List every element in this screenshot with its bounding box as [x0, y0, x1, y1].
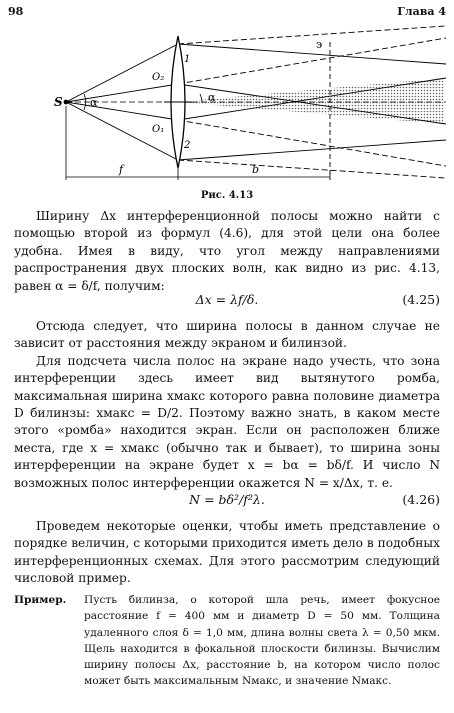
paragraph-2: Отсюда следует, что ширина полосы в данном случае не зависит от расстояния между экраном и билинзой.	[14, 319, 440, 351]
figure-bilens-diagram	[6, 20, 450, 190]
paragraph-1: Ширину Δx интерференционной полосы можно найти с помощью второй из формул (4.6), для этой цели она более удобна. Имея в виду, что угол между направлениями распространения двух плоских волн, как видно из рис. 4.13, равен α = δ/f, получим:	[14, 209, 440, 293]
example-block	[14, 592, 440, 690]
label-O2: O₂	[152, 72, 165, 83]
paragraph-2-3-block	[14, 318, 440, 492]
label-O1: O₁	[152, 124, 165, 135]
label-alpha-left: α	[90, 96, 98, 109]
label-1: 1	[184, 54, 191, 65]
page-header	[8, 3, 446, 21]
equation-4-26	[14, 492, 440, 510]
equation-formula: N = bδ²/f²λ.	[189, 492, 265, 507]
label-alpha-right: α	[208, 91, 216, 104]
label-b: b	[252, 163, 260, 176]
source-point	[64, 100, 69, 105]
label-2: 2	[184, 140, 191, 151]
paragraph-1-block	[14, 208, 440, 295]
equation-formula: Δx = λf/δ.	[195, 292, 259, 307]
paragraph-4: Проведем некоторые оценки, чтобы иметь представление о порядке величин, с которыми приходится иметь дело в подобных интерференционных схемах. Для этого рассмотрим следующий числовой пример.	[14, 519, 440, 586]
page-number: 98	[8, 5, 24, 18]
chapter-title: Глава 4	[397, 5, 446, 18]
bilens-diagram	[6, 20, 450, 190]
equation-number: (4.26)	[402, 492, 440, 507]
label-f: f	[119, 163, 124, 176]
figure-caption: Рис. 4.13	[200, 190, 254, 201]
equation-number: (4.25)	[402, 292, 440, 307]
label-S: S	[54, 95, 63, 109]
example-text: Пусть билинза, о которой шла речь, имеет фокусное расстояние f = 400 мм и диаметр D = 50 мм. Толщина удаленного слоя δ = 1,0 мм, длина волны света λ = 0,50 мкм. Щель находится в фокальной плоскости билинзы. Вычислим ширину полосы Δx, расстояние b, на котором число полос может быть максимальным Nмакс, и значение Nмакс.	[84, 594, 440, 688]
example-label: Пример.	[14, 594, 67, 606]
equation-4-25	[14, 292, 440, 310]
label-screen: э	[316, 38, 323, 51]
paragraph-4-block	[14, 518, 440, 588]
paragraph-3: Для подсчета числа полос на экране надо учесть, что зона интерференции здесь имеет вид вытянутого ромба, максимальная ширина xмакс которого равна половине диаметра D билинзы: xмакс = D/2. Поэтому важно знать, в каком месте этого «ромба» находится экран. Если он расположен ближе места, где x = xмакс (обычно так и бывает), то ширина зоны интерференции на экране будет x = bα = bδ/f. И число N возможных полос интерференции окажется N = x/Δx, т. е.	[14, 353, 440, 490]
